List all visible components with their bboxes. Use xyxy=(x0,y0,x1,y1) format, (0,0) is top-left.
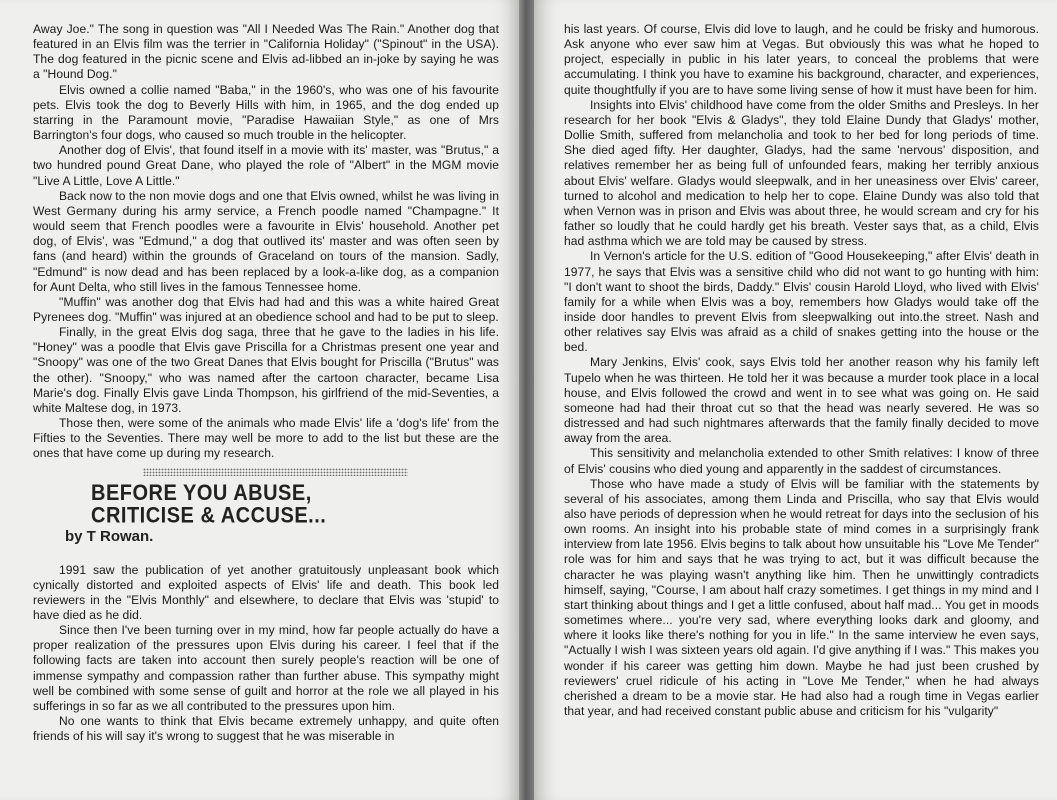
dotted-divider xyxy=(143,468,408,476)
paragraph: Those who have made a study of Elvis will be familiar with the statements by several of his associates, among them Linda and Priscilla, who say that Elvis would also have periods of depression when he would retreat for days into the seclusion of his own rooms. An insight into his probable state of mind comes in a surprisingly frank interview from late 1956. Elvis begins to talk about how unsuitable his "Love Me Tender" role was for him and says that he was trying to act, but it was difficult because the character he was playing wasn't anything like him. Then he unwittingly contradicts himself, saying, "Course, I am about half crazy sometimes. I get things in my mind and I start thinking about things and I get a little confused, about half mad... You get in moods sometimes where... you're very sad, where everything looks dark and gloomy, and where it looks like there's nothing for you in life." In the same interview he even says, "Actually I wish I was sixteen years old again. I'd give anything if I was." This makes you wonder if his career was getting him down. Maybe he had just been crushed by reviewers' cruel ridicule of his acting in "Love Me Tender," when he had always cherished a dream to be a movie star. He had also had a rough time in Vegas earlier that year, and had received constant public abuse and criticism for his "vulgarity" xyxy=(564,476,1039,719)
paragraph: Mary Jenkins, Elvis' cook, says Elvis told her another reason why his family left Tupelo when he was thirteen. He told her it was because a murder took place in a local house, and Elvis followed the crowd and went in to see what was going on. He said someone had had their throat cut so that the head was nearly severed. He was so distressed and had such nightmares afterwards that the family finally decided to move away from the area. xyxy=(564,355,1039,446)
paragraph: Insights into Elvis' childhood have come from the older Smiths and Presleys. In her research for her book "Elvis & Gladys", they told Elaine Dundy that Gladys' mother, Dollie Smith, suffered from melancholia and took to her bed for long periods of time. She died aged fifty. Her daughter, Gladys, had the same 'nervous' disposition, and relatives remember her as being full of unfounded fears, making her terribly anxious about Elvis' welfare. Gladys would sleepwalk, and in her uneasiness over Elvis' career, turned to alcohol and medication to help her to cope. Elaine Dundy was also told that when Vernon was in prison and Elvis was about three, he would scream and cry for his father so loudly that he could hardly get his breath. Vester says that, as a child, Elvis had asthma which we are told may be caused by stress. xyxy=(564,97,1039,249)
left-page xyxy=(0,0,519,800)
paragraph: "Muffin" was another dog that Elvis had had and this was a white haired Great Pyrenees dog. "Muffin" was injured at an obedience school and had to be put to sleep. xyxy=(33,294,499,324)
article-headline xyxy=(91,482,499,527)
paragraph: his last years. Of course, Elvis did love to laugh, and he could be frisky and humorous. Ask anyone who ever saw him at Vegas. But obviously this was what he hoped to project, especially in public in his later years, to conceal the problems that were accumulating. I think you have to examine his background, character, and experiences, quite thoughtfully if you are to have some living sense of how it must have been for him. xyxy=(564,22,1039,97)
page-gutter xyxy=(519,0,534,800)
paragraph: Back now to the non movie dogs and one that Elvis owned, whilst he was living in West Germany during his army service, a French poodle named "Champagne." It would seem that French poodles were a favourite in Elvis' household. Another pet dog, of Elvis', was "Edmund," a dog that outlived its' master and was often seen by fans (and heard) within the grounds of Graceland on tours of the mansion. Sadly, "Edmund" is now dead and has been replaced by a look-a-like dog, as a companion for Aunt Delta, who still lives in the famous Tennessee home. xyxy=(33,188,499,294)
paragraph: Away Joe." The song in question was "All I Needed Was The Rain." Another dog that featured in an Elvis film was the terrier in "California Holiday" ("Spinout" in the USA). The dog featured in the picnic scene and Elvis ad-libbed an in-joke by saying he was a "Hound Dog." xyxy=(33,22,499,82)
paragraph: Finally, in the great Elvis dog saga, three that he gave to the ladies in his life. "Honey" was a poodle that Elvis gave Priscilla for a Christmas present one year and "Snoopy" was one of the two Great Danes that Elvis bought for Priscilla ("Brutus" was the other). "Snoopy," who was named after the cartoon character, became Lisa Marie's dog. Finally Elvis gave Linda Thompson, his girlfriend of the mid-Seventies, a white Maltese dog, in 1973. xyxy=(33,325,499,415)
headline-line: BEFORE YOU ABUSE, xyxy=(91,480,312,506)
left-column-bottom xyxy=(33,563,499,745)
article-byline: by T Rowan. xyxy=(65,527,154,545)
paragraph: No one wants to think that Elvis became extremely unhappy, and quite often friends of his will say it's wrong to suggest that he was miserable in xyxy=(33,714,499,744)
headline-line: CRITICISE & ACCUSE... xyxy=(91,502,327,528)
paragraph: Since then I've been turning over in my mind, how far people actually do have a proper realization of the pressures upon Elvis during his career. I feel that if the following facts are taken into account then surely people's reaction will be one of immense sympathy and compassion rather than further abuse. This sympathy might well be combined with some sense of guilt and horror at the role we all played in his sufferings in so far as we all contributed to the pressures upon him. xyxy=(33,623,499,713)
paragraph: Elvis owned a collie named "Baba," in the 1960's, who was one of his favourite pets. Elvis took the dog to Beverly Hills with him, in 1965, and the dog ended up starring in the Paramount movie, "Paradise Hawaiian Style," as one of Mrs Barrington's four dogs, who caused so much trouble in the helicopter. xyxy=(33,82,499,143)
left-column-top xyxy=(33,22,499,462)
right-page xyxy=(534,0,1057,800)
paragraph: Those then, were some of the animals who made Elvis' life a 'dog's life' from the Fifties to the Seventies. There may well be more to add to the list but these are the ones that have come up during my research. xyxy=(33,416,499,461)
paragraph: 1991 saw the publication of yet another gratuitously unpleasant book which cynically distorted and exploited aspects of Elvis' life and death. This book led reviewers in the "Elvis Monthly" and elsewhere, to declare that Elvis was 'stupid' to have died as he did. xyxy=(33,562,499,622)
paragraph: In Vernon's article for the U.S. edition of "Good Housekeeping," after Elvis' death in 1977, he says that Elvis was a sensitive child who did not want to go hunting with him: "I don't want to shoot the birds, Daddy." Elvis' cousin Harold Lloyd, who lived with Elvis' family for a while when Elvis was a boy, remembers how Gladys would take off the inside door handles to prevent Elvis from sleepwalking out into.the street. Nash and other relatives say Elvis was afraid as a child of snakes getting into the house or the bed. xyxy=(564,249,1039,355)
paragraph: This sensitivity and melancholia extended to other Smith relatives: I know of three of Elvis' cousins who died young and apparently in the saddest of circumstances. xyxy=(564,446,1039,476)
right-column xyxy=(564,22,1039,719)
paragraph: Another dog of Elvis', that found itself in a movie with its' master, was "Brutus," a two hundred pound Great Dane, who played the role of "Albert" in the MGM movie "Live A Little, Love A Little." xyxy=(33,143,499,188)
